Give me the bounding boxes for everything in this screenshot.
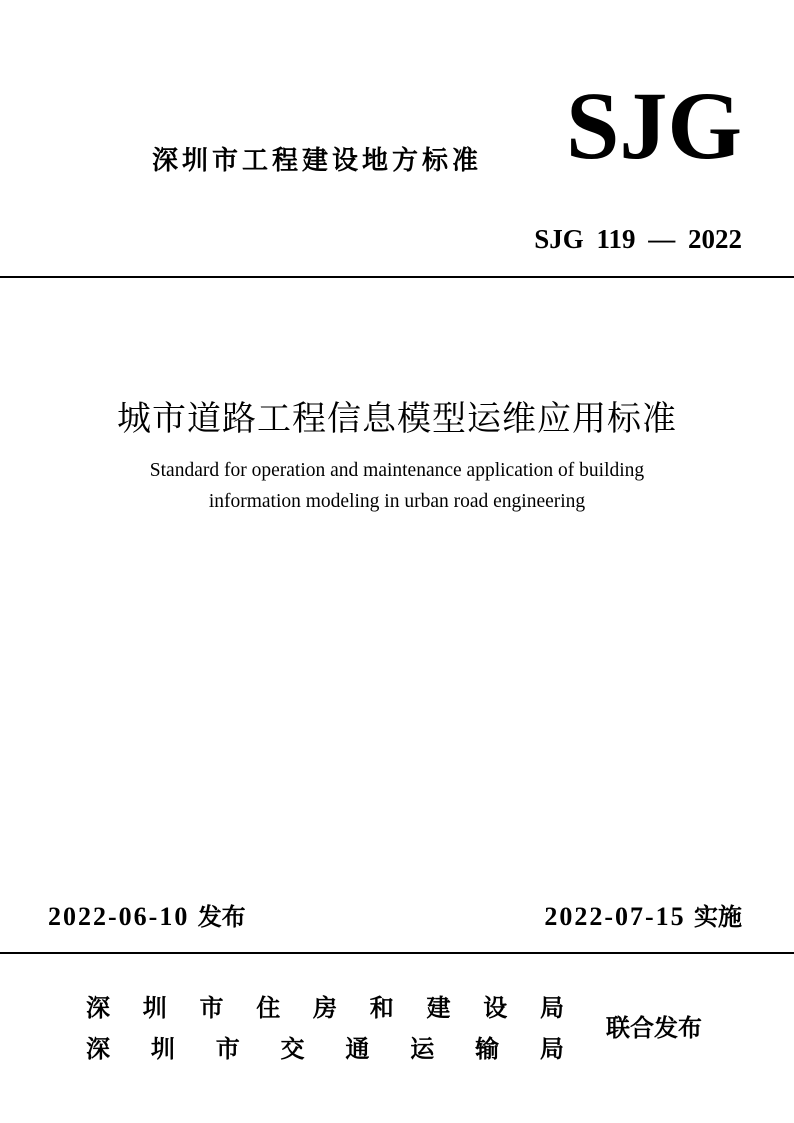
effective-date-block [544, 897, 742, 932]
issuer-char: 运 [410, 1035, 435, 1063]
issue-label: 发布 [197, 903, 246, 931]
issuer-char: 建 [426, 994, 451, 1022]
series-label: 深圳市工程建设地方标准 [152, 146, 483, 176]
bottom-divider [0, 952, 794, 954]
sjg-logo: SJG [566, 72, 743, 179]
issuer-char: 交 [280, 1035, 305, 1063]
joint-issue-label: 联合发布 [606, 1014, 702, 1042]
issuer-char: 和 [369, 994, 394, 1022]
issuer-char: 局 [540, 994, 564, 1022]
effective-date: 2022-07-15 [544, 902, 686, 931]
issuer-char: 圳 [142, 994, 167, 1022]
issue-date-block [48, 897, 246, 932]
issuer-char: 深 [86, 994, 110, 1022]
issuer-char: 市 [215, 1035, 240, 1063]
issuer-char: 房 [313, 994, 337, 1022]
issuer-char: 通 [345, 1035, 370, 1063]
issuer-housing-bureau [86, 988, 564, 1023]
standard-number: SJG 119 — 2022 [534, 224, 742, 254]
effective-label: 实施 [694, 903, 742, 931]
issuer-char: 局 [539, 1035, 564, 1063]
issuer-char: 设 [483, 994, 508, 1022]
issuer-char: 深 [86, 1035, 110, 1063]
issuer-char: 住 [256, 994, 281, 1022]
issuer-char: 圳 [150, 1035, 175, 1063]
top-divider [0, 276, 794, 278]
title-english-line-1: Standard for operation and maintenance application of building [149, 460, 645, 481]
issuer-char: 输 [475, 1035, 500, 1063]
issuer-transport-bureau [86, 1029, 564, 1064]
title-english-line-2: information modeling in urban road engineering [208, 491, 586, 512]
issuer-char: 市 [199, 994, 224, 1022]
issue-date: 2022-06-10 [48, 902, 190, 931]
title-chinese: 城市道路工程信息模型运维应用标准 [117, 399, 677, 439]
title-english [0, 455, 794, 517]
